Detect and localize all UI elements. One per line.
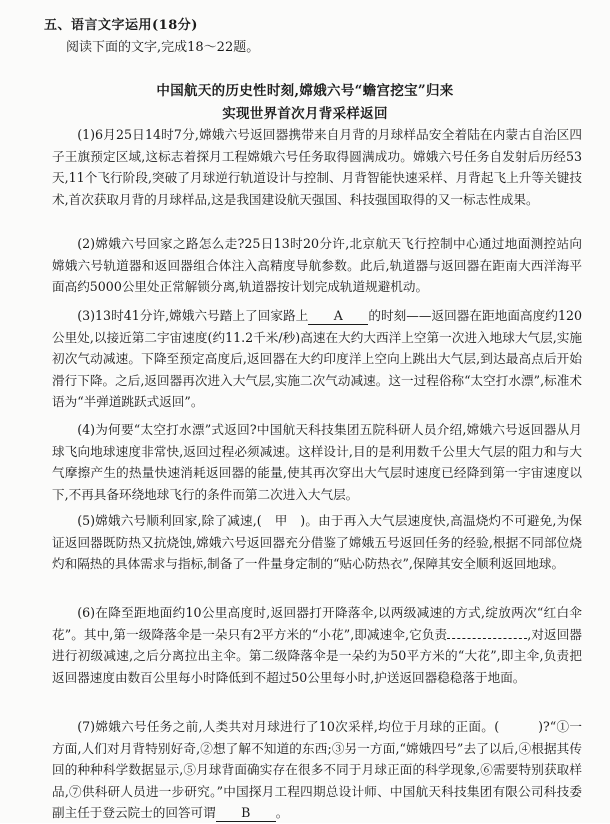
paragraph-5: (5)嫦娥六号顺利回家,除了减速,( 甲 )。由于再入大气层速度快,高温烧灼不可避免,为保证返回器既防热又抗烧蚀,嫦娥六号返回器充分借鉴了嫦娥五号返回任务的经验,根据不同部位烧灼和隔热的具体需求与指标,制备了一件量身定制的“贴心防热衣”,保障其安全顺利返回地球。	[52, 513, 582, 572]
blank-b: B	[216, 805, 276, 822]
paragraph-6-text-a: (6)在降至距地面约10公里高度时,返回器打开降落伞,以两级减速的方式,绽放两次“红白伞花”。其中,第一级降落伞是一朵只有2平方米的“小花”,即减速伞,它负责	[52, 605, 582, 642]
article-title-line2: 实现世界首次月背采样返回	[222, 106, 388, 122]
paragraph-3-text-b: 的时刻——返回器在距地面高度约120公里处,以接近第二宇宙速度(约11.2千米/秒)高速在大约大西洋上空第一次进入地球大气层,实施初次气动减速。下降至预定高度后,返回器在大约印度洋上空向上跳出大气层,到达最高点后开始滑行下降。之后,返回器再次进入大气层,实施二次气动减速。这一过程俗称“太空打水漂”,标准术语为“半弹道跳跃式返回”。	[52, 308, 582, 410]
paragraph-3	[52, 305, 582, 413]
paragraph-6-text-b: ,对返回器进行初级减速,之后分离拉出主伞。第二级降落伞是一朵约为50平方米的“大花”,即主伞,负责把返回器速度由数百公里每小时降低到不超过50公里每小时,护送返回器稳稳落于地面。	[52, 626, 582, 685]
paragraph-1: (1)6月25日14时7分,嫦娥六号返回器携带来自月背的月球样品安全着陆在内蒙古自治区四子王旗预定区域,这标志着探月工程嫦娥六号任务取得圆满成功。嫦娥六号任务自发射后历经53天,11个飞行阶段,突破了月球逆行轨道设计与控制、月背智能快速采样、月背起飞上升等关键技术,首次获取月背的月球样品,这是我国建设航天强国、科技强国取得的又一标志性成果。	[52, 127, 582, 207]
blank-a: A	[308, 308, 368, 325]
paragraph-7	[52, 716, 582, 824]
paragraph-2: (2)嫦娥六号回家之路怎么走?25日13时20分许,北京航天飞行控制中心通过地面测控站向嫦娥六号轨道器和返回器组合体注入高精度导航参数。此后,轨道器与返回器在距南大西洋海平面高约5000公里处正常解锁分离,轨道器按计划完成轨道规避机动。	[52, 236, 582, 295]
paragraph-6	[52, 602, 582, 688]
section-title: 五、语言文字运用(18分)	[44, 18, 198, 33]
paragraph-7-text-b: 。	[275, 805, 289, 821]
article-title-line1: 中国航天的历史性时刻,嫦娥六号“蟾宫挖宝”归来	[156, 83, 454, 99]
paragraph-7-text-a: (7)嫦娥六号任务之前,人类共对月球进行了10次采样,均位于月球的正面。( )?“①一方面,人们对月背特别好奇,②想了解不知道的东西;③另一方面,“嫦娥四号”去了以后,④根据其传回的种种科学数据显示,⑤月球背面确实存在很多不同于月球正面的科学现象,⑥需要特别获取样品,⑦供科研人员进一步研究。”中国探月工程四期总设计师、中国航天科技集团有限公司科技委副主任于登云院士的回答可谓	[52, 719, 582, 821]
paragraph-3-text-a: (3)13时41分许,嫦娥六号踏上了回家路上	[77, 308, 309, 323]
paragraph-4: (4)为何要“太空打水漂”式返回?中国航天科技集团五院科研人员介绍,嫦娥六号返回器从月球飞向地球速度非常快,返回过程必须减速。这样设计,目的是利用数千公里大气层的阻力和与大气摩擦产生的热量快速消耗返回器的能量,使其再次穿出大气层时速度已经降到第一宇宙速度以下,不再具备环绕地球飞行的条件而第二次进入大气层。	[52, 422, 582, 502]
blank-wavy	[447, 626, 527, 639]
section-instruction: 阅读下面的文字,完成18～22题。	[66, 40, 260, 55]
